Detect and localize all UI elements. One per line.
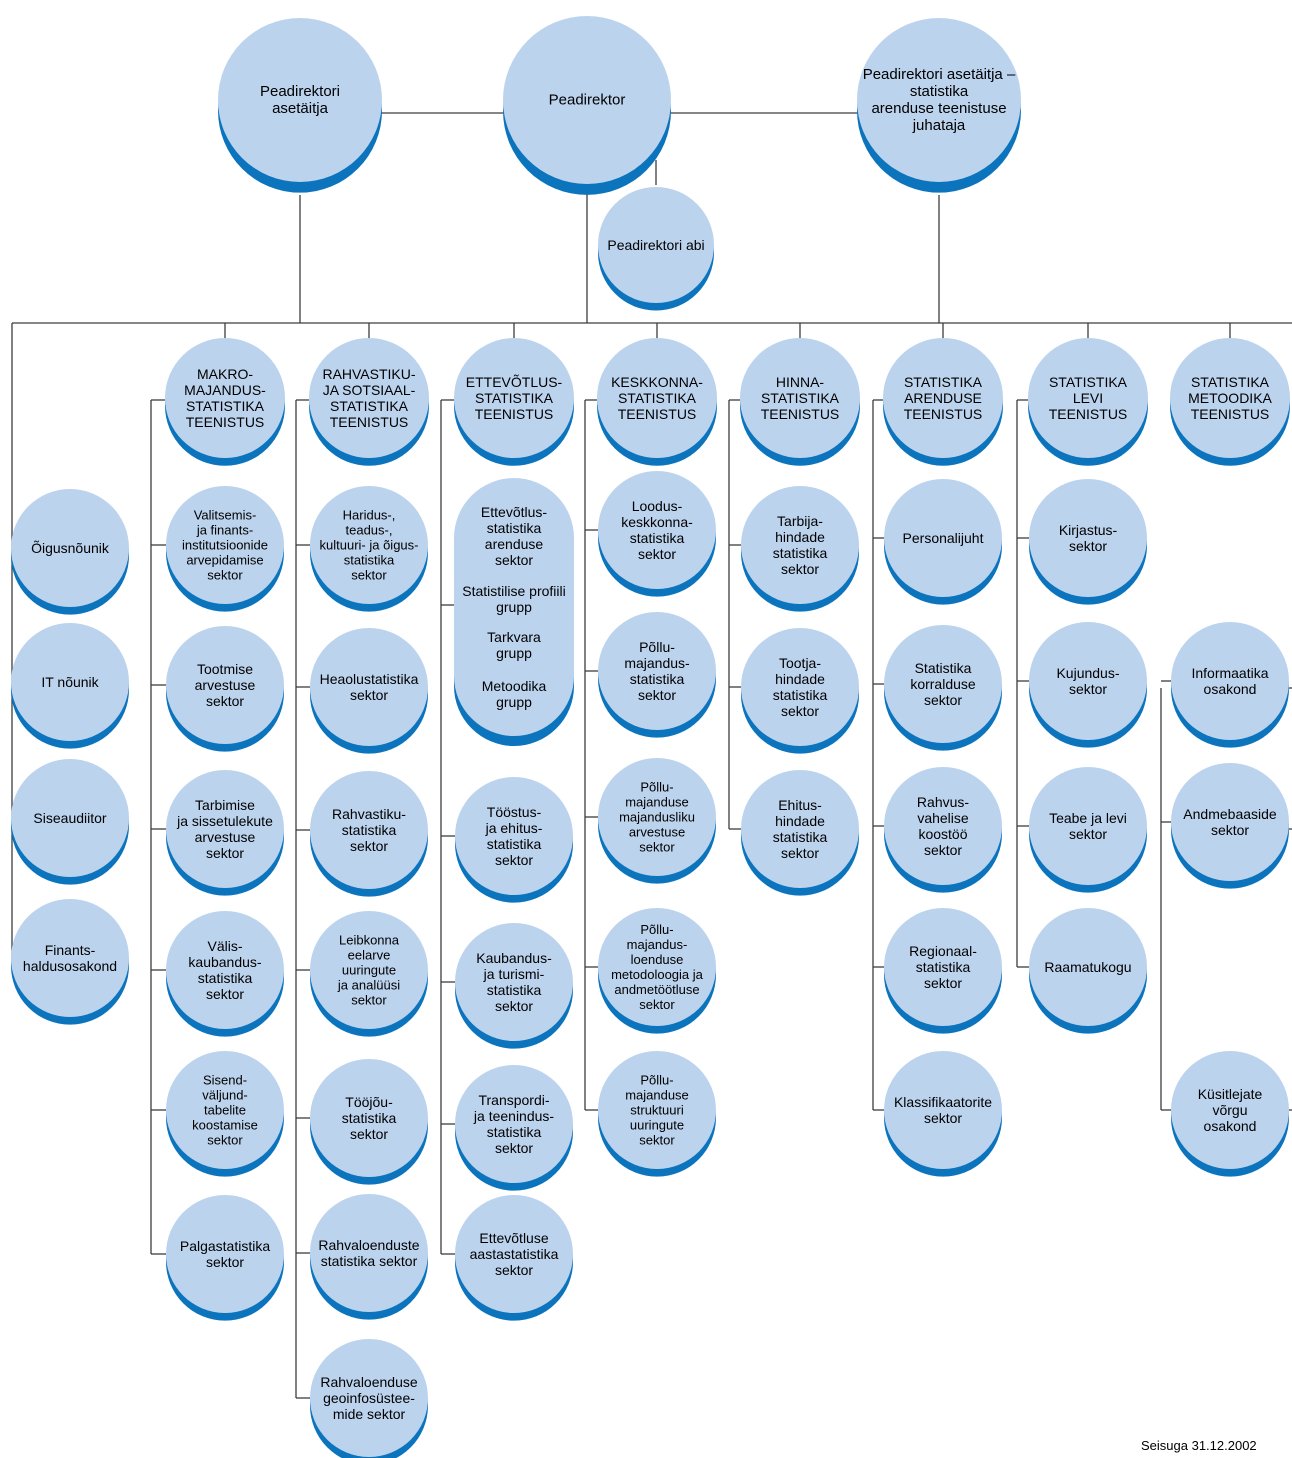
- dept-head-c5-shape: [740, 338, 860, 458]
- unit-c6-0-label: Personalijuht: [902, 530, 984, 546]
- unit-c7-2-shape: [1029, 767, 1147, 885]
- deputy-director-left-label: Peadirektori asetäitja: [259, 83, 341, 117]
- unit-c1-4-label: Sisend- väljund- tabelite koostamise sektor: [192, 1072, 258, 1148]
- unit-c5-2-shape: [741, 770, 859, 888]
- unit-c6-2-shape: [884, 767, 1002, 885]
- unit-c2-4-shape: [310, 1059, 428, 1177]
- dept-head-c4-label: KESKKONNA- STATISTIKA TEENISTUS: [611, 374, 703, 422]
- unit-c6-0-shape: [884, 479, 1002, 597]
- unit-c4-4-label: Põllu- majanduse struktuuri uuringute sektor: [625, 1072, 689, 1148]
- unit-c5-1-label: Tootja- hindade statistika sektor: [772, 655, 828, 719]
- unit-c2-5-label: Rahvaloenduste statistika sektor: [318, 1237, 420, 1269]
- unit-c4-1-label: Põllu- majandus- statistika sektor: [624, 639, 690, 703]
- dept-head-c2-shape: [309, 338, 429, 458]
- deputy-director-right-shape: [857, 18, 1021, 182]
- unit-c1-3-label: Välis- kaubandus- statistika sektor: [188, 938, 262, 1002]
- unit-c0-1-label: IT nõunik: [41, 674, 99, 690]
- unit-c3-2-shape: [455, 1065, 573, 1183]
- unit-c1-5-label: Palgastatistika sektor: [179, 1238, 271, 1270]
- unit-c8-0-label: Informaatika osakond: [1191, 665, 1269, 697]
- dept-head-c5-label: HINNA- STATISTIKA TEENISTUS: [760, 374, 840, 422]
- unit-c3-3-shape: [455, 1195, 573, 1313]
- node-shapes: [11, 16, 1290, 1458]
- dept-head-c6-shape: [883, 338, 1003, 458]
- director-general-label: Peadirektor: [548, 91, 626, 109]
- unit-c1-5-shape: [166, 1195, 284, 1313]
- unit-c8-0-shape: [1171, 622, 1289, 740]
- unit-c7-3-shape: [1029, 908, 1147, 1026]
- unit-c7-2-label: Teabe ja levi sektor: [1049, 810, 1127, 842]
- unit-c2-5-shape: [310, 1194, 428, 1312]
- dept-head-c8-label: STATISTIKA METOODIKA TEENISTUS: [1188, 374, 1272, 422]
- dept-head-c4-shape: [597, 338, 717, 458]
- dev-unit-1-label: Statistilise profiili grupp: [462, 583, 566, 615]
- unit-c4-0-shape: [598, 471, 716, 589]
- unit-c4-2-label: Põllu- majanduse majandusliku arvestuse sektor: [619, 779, 695, 855]
- unit-c8-1-shape: [1171, 763, 1289, 881]
- unit-c8-1-label: Andmebaaside sektor: [1183, 806, 1277, 838]
- unit-c1-1-label: Tootmise arvestuse sektor: [194, 661, 256, 709]
- director-general-shape: [503, 16, 671, 184]
- unit-c8-2-shape: [1171, 1051, 1289, 1169]
- dev-unit-0-label: Ettevõtlus- statistika arenduse sektor: [480, 504, 548, 568]
- director-assistant-shape: [598, 187, 714, 303]
- dept-head-c8-shape: [1170, 338, 1290, 458]
- deputy-director-left-shape: [218, 18, 382, 182]
- unit-c4-4-shape: [598, 1051, 716, 1169]
- group-shape: [454, 478, 574, 736]
- unit-c1-0-label: Valitsemis- ja finants- institutsioonide arvepidamise sektor: [182, 507, 268, 583]
- unit-c1-0-shape: [166, 486, 284, 604]
- dept-head-c1-label: MAKRO- MAJANDUS- STATISTIKA TEENISTUS: [184, 366, 266, 430]
- unit-c1-1-shape: [166, 626, 284, 744]
- unit-c3-3-label: Ettevõtluse aastastatistika sektor: [469, 1230, 559, 1278]
- unit-c2-1-label: Heaolustatistika sektor: [319, 671, 419, 703]
- unit-c5-0-shape: [741, 486, 859, 604]
- unit-c7-3-label: Raamatukogu: [1044, 959, 1132, 975]
- dept-head-c3-shape: [454, 338, 574, 458]
- unit-c0-1-shape: [11, 623, 129, 741]
- unit-c4-1-shape: [598, 612, 716, 730]
- unit-c2-3-label: Leibkonna eelarve uuringute ja analüüsi sektor: [337, 932, 401, 1008]
- unit-c1-4-shape: [166, 1051, 284, 1169]
- dept-head-c3-label: ETTEVÕTLUS- STATISTIKA TEENISTUS: [465, 374, 563, 422]
- unit-c2-0-shape: [310, 486, 428, 604]
- unit-c1-2-shape: [166, 770, 284, 888]
- unit-c7-0-shape: [1029, 479, 1147, 597]
- unit-c0-2-shape: [11, 759, 129, 877]
- unit-c4-0-label: Loodus- keskkonna- statistika sektor: [621, 498, 693, 562]
- footnote: Seisuga 31.12.2002: [1141, 1438, 1257, 1453]
- unit-c2-1-shape: [310, 628, 428, 746]
- unit-c3-2-label: Transpordi- ja teenindus- statistika sektor: [473, 1092, 555, 1156]
- unit-c4-2-shape: [598, 758, 716, 876]
- unit-c0-3-label: Finants- haldusosakond: [22, 942, 118, 974]
- unit-c2-6-label: Rahvaloenduse geoinfosüstee- mide sektor: [320, 1374, 418, 1422]
- dept-head-c6-label: STATISTIKA ARENDUSE TEENISTUS: [903, 374, 983, 422]
- dev-unit-2-label: Tarkvara grupp: [487, 629, 541, 661]
- unit-c6-2-label: Rahvus- vahelise koostöö sektor: [916, 794, 970, 858]
- unit-c7-0-label: Kirjastus- sektor: [1058, 522, 1118, 554]
- unit-c8-2-label: Küsitlejate võrgu osakond: [1197, 1086, 1263, 1134]
- dept-head-c2-label: RAHVASTIKU- JA SOTSIAAL- STATISTIKA TEENISTUS: [322, 366, 416, 430]
- unit-c5-0-label: Tarbija- hindade statistika sektor: [772, 513, 828, 577]
- unit-c0-3-shape: [11, 899, 129, 1017]
- unit-c2-3-shape: [310, 911, 428, 1029]
- unit-c0-0-shape: [11, 489, 129, 607]
- unit-c2-4-label: Tööjõu- statistika sektor: [341, 1094, 397, 1142]
- unit-c3-0-shape: [455, 777, 573, 895]
- deputy-director-right-label: Peadirektori asetäitja – statistika arenduse teenistuse juhataja: [862, 66, 1016, 134]
- dept-head-c7-label: STATISTIKA LEVI TEENISTUS: [1048, 374, 1128, 422]
- unit-c6-4-shape: [884, 1051, 1002, 1169]
- unit-c6-1-shape: [884, 625, 1002, 743]
- director-assistant-label: Peadirektori abi: [607, 237, 705, 253]
- unit-c3-1-label: Kaubandus- ja turismi- statistika sektor: [476, 950, 552, 1014]
- unit-c3-1-shape: [455, 923, 573, 1041]
- dept-head-c7-shape: [1028, 338, 1148, 458]
- unit-c1-2-label: Tarbimise ja sissetulekute arvestuse sektor: [177, 797, 273, 861]
- unit-c2-2-shape: [310, 771, 428, 889]
- unit-c4-3-shape: [598, 908, 716, 1026]
- dev-unit-3-label: Metoodika grupp: [481, 678, 547, 710]
- unit-c2-2-label: Rahvastiku- statistika sektor: [332, 806, 406, 854]
- dept-head-c1-shape: [165, 338, 285, 458]
- unit-c5-2-label: Ehitus- hindade statistika sektor: [772, 797, 828, 861]
- unit-c6-1-label: Statistika korralduse sektor: [910, 660, 976, 708]
- unit-c1-3-shape: [166, 911, 284, 1029]
- unit-c7-1-label: Kujundus- sektor: [1056, 665, 1120, 697]
- unit-c6-3-shape: [884, 908, 1002, 1026]
- unit-c6-4-label: Klassifikaatorite sektor: [893, 1094, 993, 1126]
- unit-c4-3-label: Põllu- majandus- loenduse metodoloogia ja andmetöötluse sektor: [611, 922, 703, 1012]
- unit-c5-1-shape: [741, 628, 859, 746]
- unit-c6-3-label: Regionaal- statistika sektor: [909, 943, 977, 991]
- unit-c7-1-shape: [1029, 622, 1147, 740]
- unit-c2-6-shape: [310, 1339, 428, 1457]
- unit-c3-0-label: Tööstus- ja ehitus- statistika sektor: [485, 804, 543, 868]
- unit-c0-2-label: Siseaudiitor: [33, 810, 107, 826]
- unit-c2-0-label: Haridus-, teadus-, kultuuri- ja õigus- statistika sektor: [319, 507, 419, 583]
- unit-c0-0-label: Õigusnõunik: [31, 540, 109, 556]
